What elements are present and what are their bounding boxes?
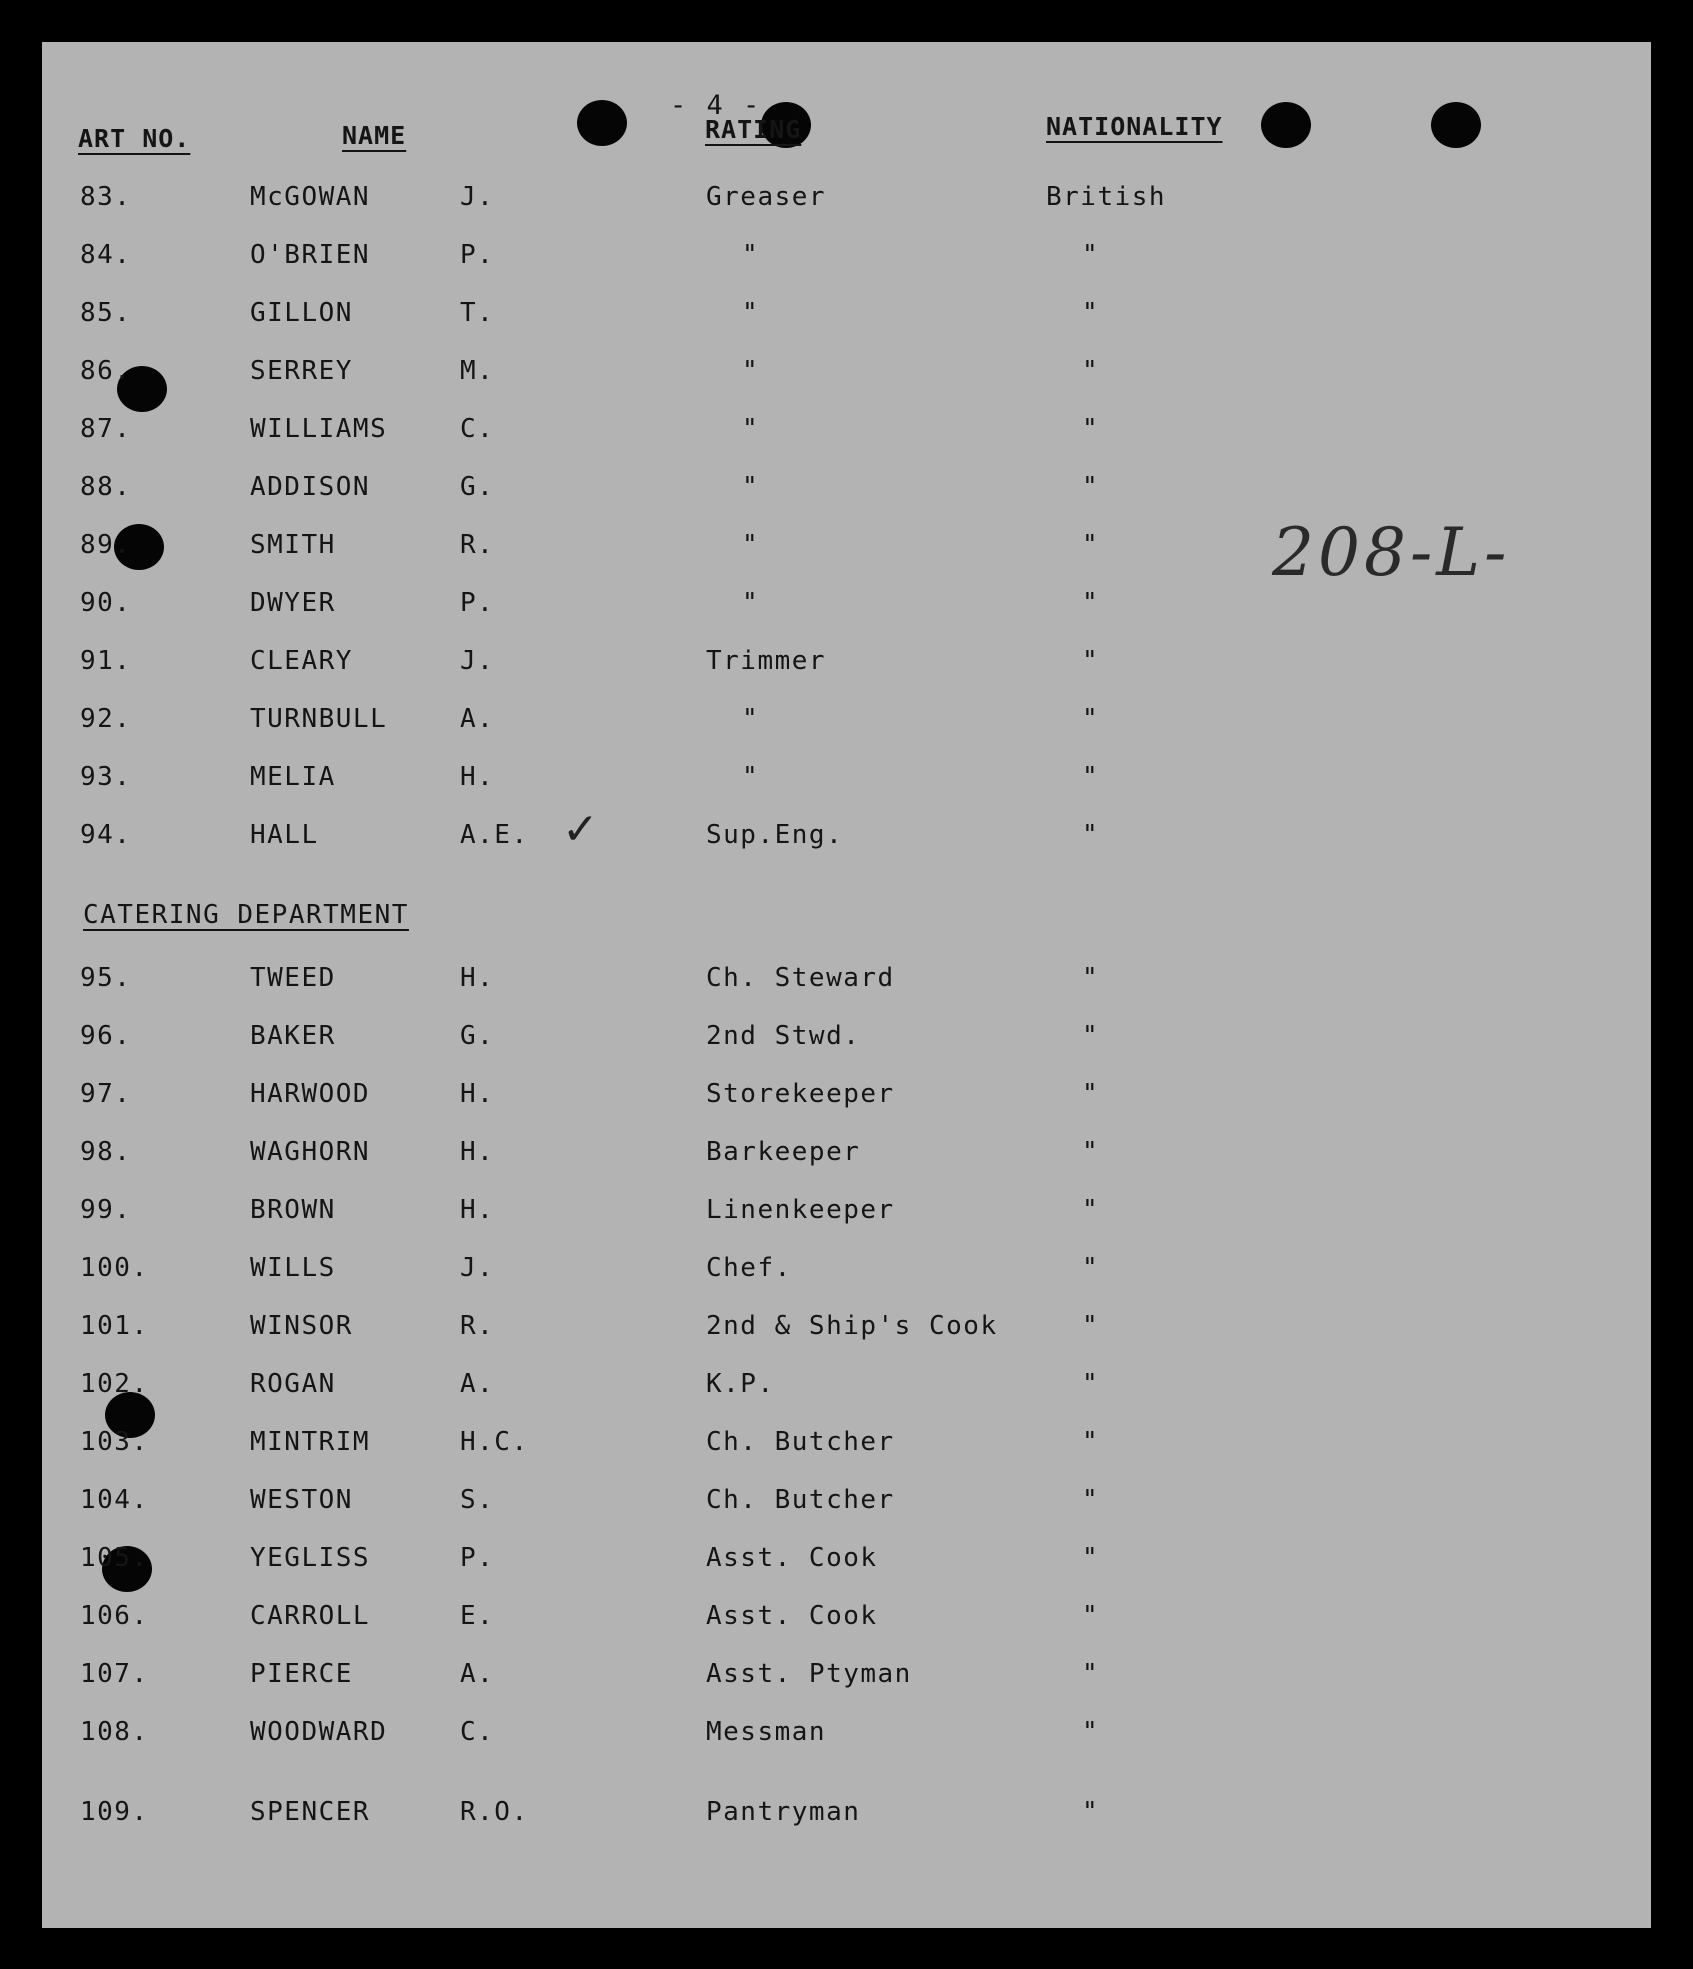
punch-hole xyxy=(577,100,627,146)
nationality-cell: " xyxy=(1082,762,1100,792)
art-no-cell: 90. xyxy=(80,588,132,618)
initials-cell: H. xyxy=(460,762,495,792)
initials-cell: J. xyxy=(460,646,495,676)
art-no-cell: 105. xyxy=(80,1543,149,1573)
art-no-cell: 92. xyxy=(80,704,132,734)
rating-cell: Messman xyxy=(706,1717,827,1747)
initials-cell: E. xyxy=(460,1601,495,1631)
section-catering-department: CATERING DEPARTMENT xyxy=(83,900,409,930)
nationality-cell: " xyxy=(1082,1311,1100,1341)
art-no-cell: 101. xyxy=(80,1311,149,1341)
rating-cell: Trimmer xyxy=(706,646,827,676)
rating-cell: Asst. Ptyman xyxy=(706,1659,912,1689)
art-no-cell: 109. xyxy=(80,1797,149,1827)
art-no-cell: 93. xyxy=(80,762,132,792)
rating-cell: Ch. Butcher xyxy=(706,1427,895,1457)
rating-cell: Chef. xyxy=(706,1253,792,1283)
surname-cell: WINSOR xyxy=(250,1311,353,1341)
page-number: - 4 - xyxy=(670,90,762,121)
surname-cell: PIERCE xyxy=(250,1659,353,1689)
initials-cell: S. xyxy=(460,1485,495,1515)
handwritten-annotation: 208-L- xyxy=(1272,514,1511,591)
nationality-cell: " xyxy=(1082,1485,1100,1515)
surname-cell: SPENCER xyxy=(250,1797,371,1827)
initials-cell: A.E. xyxy=(460,820,529,850)
surname-cell: HALL xyxy=(250,820,319,850)
initials-cell: R. xyxy=(460,530,495,560)
header-art-no: ART NO. xyxy=(78,124,191,153)
rating-cell: Storekeeper xyxy=(706,1079,895,1109)
rating-cell: " xyxy=(742,762,760,792)
nationality-cell: " xyxy=(1082,1797,1100,1827)
surname-cell: McGOWAN xyxy=(250,182,371,212)
art-no-cell: 102. xyxy=(80,1369,149,1399)
initials-cell: J. xyxy=(460,182,495,212)
nationality-cell: " xyxy=(1082,298,1100,328)
rating-cell: Greaser xyxy=(706,182,827,212)
surname-cell: WAGHORN xyxy=(250,1137,371,1167)
nationality-cell: " xyxy=(1082,588,1100,618)
initials-cell: H. xyxy=(460,963,495,993)
art-no-cell: 88. xyxy=(80,472,132,502)
surname-cell: YEGLISS xyxy=(250,1543,371,1573)
initials-cell: T. xyxy=(460,298,495,328)
nationality-cell: " xyxy=(1082,1717,1100,1747)
nationality-cell: " xyxy=(1082,820,1100,850)
surname-cell: HARWOOD xyxy=(250,1079,371,1109)
nationality-cell: " xyxy=(1082,530,1100,560)
rating-cell: Asst. Cook xyxy=(706,1601,878,1631)
surname-cell: WOODWARD xyxy=(250,1717,388,1747)
rating-cell: " xyxy=(742,414,760,444)
initials-cell: C. xyxy=(460,414,495,444)
nationality-cell: " xyxy=(1082,472,1100,502)
rating-cell: " xyxy=(742,530,760,560)
rating-cell: Linenkeeper xyxy=(706,1195,895,1225)
art-no-cell: 97. xyxy=(80,1079,132,1109)
nationality-cell: " xyxy=(1082,1253,1100,1283)
nationality-cell: " xyxy=(1082,1659,1100,1689)
rating-cell: Barkeeper xyxy=(706,1137,861,1167)
surname-cell: BAKER xyxy=(250,1021,336,1051)
nationality-cell: " xyxy=(1082,704,1100,734)
rating-cell: Sup.Eng. xyxy=(706,820,844,850)
art-no-cell: 96. xyxy=(80,1021,132,1051)
art-no-cell: 85. xyxy=(80,298,132,328)
art-no-cell: 84. xyxy=(80,240,132,270)
surname-cell: WILLS xyxy=(250,1253,336,1283)
nationality-cell: British xyxy=(1046,182,1167,212)
punch-hole xyxy=(1431,102,1481,148)
initials-cell: H. xyxy=(460,1137,495,1167)
surname-cell: GILLON xyxy=(250,298,353,328)
nationality-cell: " xyxy=(1082,1137,1100,1167)
check-mark-icon: ✓ xyxy=(562,804,599,855)
nationality-cell: " xyxy=(1082,414,1100,444)
initials-cell: A. xyxy=(460,1659,495,1689)
rating-cell: " xyxy=(742,356,760,386)
rating-cell: " xyxy=(742,298,760,328)
header-rating: RATING xyxy=(705,115,802,144)
nationality-cell: " xyxy=(1082,1369,1100,1399)
header-nationality: NATIONALITY xyxy=(1046,112,1223,141)
art-no-cell: 108. xyxy=(80,1717,149,1747)
surname-cell: MINTRIM xyxy=(250,1427,371,1457)
art-no-cell: 103. xyxy=(80,1427,149,1457)
surname-cell: WILLIAMS xyxy=(250,414,388,444)
nationality-cell: " xyxy=(1082,240,1100,270)
surname-cell: CARROLL xyxy=(250,1601,371,1631)
initials-cell: H. xyxy=(460,1195,495,1225)
rating-cell: 2nd & Ship's Cook xyxy=(706,1311,998,1341)
initials-cell: J. xyxy=(460,1253,495,1283)
nationality-cell: " xyxy=(1082,963,1100,993)
surname-cell: TURNBULL xyxy=(250,704,388,734)
surname-cell: TWEED xyxy=(250,963,336,993)
art-no-cell: 106. xyxy=(80,1601,149,1631)
rating-cell: Asst. Cook xyxy=(706,1543,878,1573)
art-no-cell: 104. xyxy=(80,1485,149,1515)
art-no-cell: 95. xyxy=(80,963,132,993)
punch-hole xyxy=(1261,102,1311,148)
surname-cell: MELIA xyxy=(250,762,336,792)
initials-cell: A. xyxy=(460,704,495,734)
art-no-cell: 99. xyxy=(80,1195,132,1225)
surname-cell: ADDISON xyxy=(250,472,371,502)
nationality-cell: " xyxy=(1082,1543,1100,1573)
nationality-cell: " xyxy=(1082,646,1100,676)
surname-cell: CLEARY xyxy=(250,646,353,676)
initials-cell: M. xyxy=(460,356,495,386)
art-no-cell: 91. xyxy=(80,646,132,676)
initials-cell: R. xyxy=(460,1311,495,1341)
surname-cell: ROGAN xyxy=(250,1369,336,1399)
rating-cell: K.P. xyxy=(706,1369,775,1399)
nationality-cell: " xyxy=(1082,1079,1100,1109)
nationality-cell: " xyxy=(1082,356,1100,386)
surname-cell: SMITH xyxy=(250,530,336,560)
rating-cell: " xyxy=(742,472,760,502)
nationality-cell: " xyxy=(1082,1601,1100,1631)
initials-cell: G. xyxy=(460,1021,495,1051)
rating-cell: Ch. Butcher xyxy=(706,1485,895,1515)
surname-cell: DWYER xyxy=(250,588,336,618)
document-page xyxy=(42,42,1651,1928)
initials-cell: H.C. xyxy=(460,1427,529,1457)
initials-cell: C. xyxy=(460,1717,495,1747)
art-no-cell: 83. xyxy=(80,182,132,212)
art-no-cell: 86. xyxy=(80,356,132,386)
art-no-cell: 87. xyxy=(80,414,132,444)
rating-cell: " xyxy=(742,588,760,618)
initials-cell: G. xyxy=(460,472,495,502)
initials-cell: H. xyxy=(460,1079,495,1109)
art-no-cell: 98. xyxy=(80,1137,132,1167)
art-no-cell: 100. xyxy=(80,1253,149,1283)
rating-cell: " xyxy=(742,704,760,734)
initials-cell: P. xyxy=(460,588,495,618)
art-no-cell: 94. xyxy=(80,820,132,850)
nationality-cell: " xyxy=(1082,1427,1100,1457)
nationality-cell: " xyxy=(1082,1195,1100,1225)
rating-cell: Ch. Steward xyxy=(706,963,895,993)
surname-cell: WESTON xyxy=(250,1485,353,1515)
initials-cell: A. xyxy=(460,1369,495,1399)
art-no-cell: 107. xyxy=(80,1659,149,1689)
rating-cell: Pantryman xyxy=(706,1797,861,1827)
rating-cell: 2nd Stwd. xyxy=(706,1021,861,1051)
art-no-cell: 89. xyxy=(80,530,132,560)
initials-cell: P. xyxy=(460,240,495,270)
surname-cell: BROWN xyxy=(250,1195,336,1225)
rating-cell: " xyxy=(742,240,760,270)
initials-cell: R.O. xyxy=(460,1797,529,1827)
header-name: NAME xyxy=(342,121,407,150)
surname-cell: SERREY xyxy=(250,356,353,386)
initials-cell: P. xyxy=(460,1543,495,1573)
surname-cell: O'BRIEN xyxy=(250,240,371,270)
nationality-cell: " xyxy=(1082,1021,1100,1051)
